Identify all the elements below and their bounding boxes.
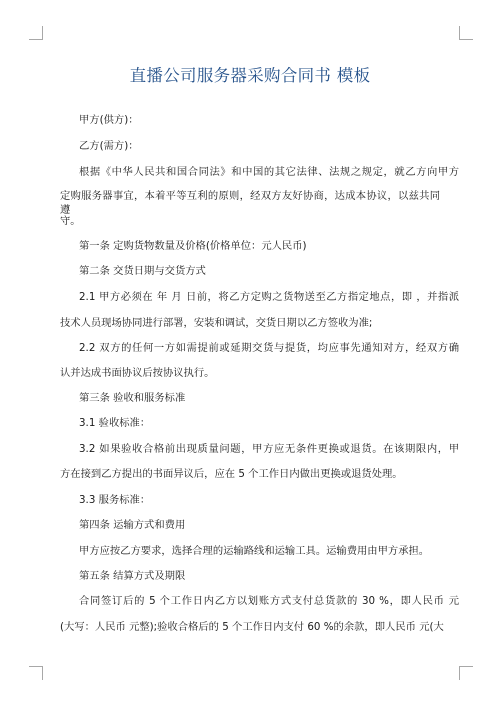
article-2-heading: 第二条 交货日期与交货方式 — [79, 265, 206, 277]
preamble-line-1: 根据《中华人民共和国合同法》和中国的其它法律、法规之规定，就乙方向甲方 — [79, 166, 459, 178]
crop-mark-bottom-right — [459, 666, 473, 680]
clause-3-1: 3.1 验收标准： — [79, 417, 151, 429]
article-5-line-1: 合同签订后的 5 个工作日内乙方以划账方式支付总货款的 30 %，即人民币 元 — [79, 595, 459, 607]
article-3-heading: 第三条 验收和服务标准 — [79, 392, 186, 404]
article-1-heading: 第一条 定购货物数量及价格(价格单位：元人民币) — [79, 240, 307, 252]
clause-3-2-line-2: 方在接到乙方提出的书面异议后，应在 5 个工作日内做出更换或退货处理。 — [60, 468, 403, 480]
article-5-heading: 第五条 结算方式及期限 — [79, 570, 186, 582]
clause-2-2-line-2: 认并达成书面协议后按协议执行。 — [60, 367, 215, 379]
preamble-line-3: 守。 — [60, 215, 81, 227]
article-4-body: 甲方应按乙方要求，选择合理的运输路线和运输工具。运输费用由甲方承担。 — [79, 545, 430, 557]
article-4-heading: 第四条 运输方式和费用 — [79, 519, 186, 531]
party-a-line: 甲方(供方)： — [79, 114, 139, 126]
clause-3-3: 3.3 服务标准： — [79, 494, 151, 506]
document-title: 直播公司服务器采购合同书 模板 — [129, 66, 371, 85]
party-b-line: 乙方(需方)： — [79, 140, 139, 152]
clause-2-2-line-1: 2.2 双方的任何一方如需提前或延期交货与提货，均应事先通知对方，经双方确 — [79, 342, 459, 354]
preamble-line-2: 定购服务器事宜，本着平等互利的原则，经双方友好协商，达成本协议，以兹共同遵 — [60, 190, 440, 216]
crop-mark-top-right — [459, 26, 473, 40]
clause-2-1-line-2: 技术人员现场协同进行部署，安装和调试，交货日期以乙方签收为准; — [60, 317, 373, 329]
clause-2-1-line-1: 2.1 甲方必须在 年 月 日前，将乙方定购之货物送至乙方指定地点，即 ，并指派 — [79, 291, 459, 303]
crop-mark-bottom-left — [29, 666, 43, 680]
article-5-line-2: (大写：人民币 元整);验收合格后的 5 个工作日内支付 60 %的余款，即人民币 元(大 — [60, 621, 444, 633]
crop-mark-top-left — [29, 26, 43, 40]
clause-3-2-line-1: 3.2 如果验收合格前出现质量问题，甲方应无条件更换或退货。在该期限内，甲 — [79, 443, 459, 455]
